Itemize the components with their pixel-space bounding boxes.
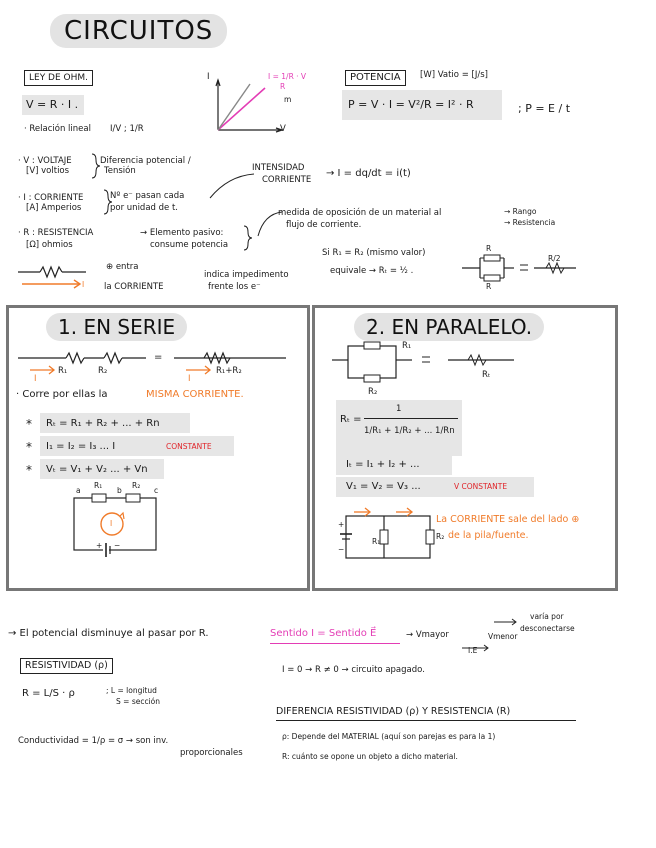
voltage-unit: [V] voltios: [26, 166, 70, 176]
paralelo-orange-note: La CORRIENTE sale del lado ⊕: [436, 514, 580, 525]
equal-r-text: Si R₁ = R₂ (mismo valor): [322, 248, 426, 258]
serie-node-c: c: [154, 486, 159, 495]
paralelo-frac-bar: [364, 418, 458, 419]
serie-node-r2: R₂: [132, 481, 141, 490]
impede-text2: frente los e⁻: [208, 282, 261, 292]
paralelo-c-r1: R₁: [372, 537, 381, 546]
serie-node-b: b: [117, 486, 122, 495]
resistance-desc: → Elemento pasivo:: [140, 228, 224, 238]
serie-note-highlight: MISMA CORRIENTE.: [146, 389, 244, 400]
equal-r-label2: R: [486, 282, 492, 291]
resistance-label: · R : RESISTENCIA: [18, 228, 94, 238]
voltage-label: · V : VOLTAJE: [18, 156, 72, 166]
paralelo-frac-den: 1/R₁ + 1/R₂ + ... 1/Rn: [364, 426, 455, 436]
sentido-note: Sentido I = Sentido E⃗: [270, 628, 377, 639]
graph-axis-v: V: [280, 124, 286, 134]
serie-formula-v: Vₜ = V₁ + V₂ ... + Vn: [46, 464, 148, 475]
serie-formula-i: I₁ = I₂ = I₃ ... I: [46, 441, 116, 452]
serie-r2: R₂: [98, 366, 108, 376]
varie-text2: desconectarse: [520, 624, 575, 633]
serie-constant: CONSTANTE: [166, 442, 212, 451]
paralelo-heading: 2. EN PARALELO.: [354, 313, 544, 341]
paralelo-r1: R₁: [402, 341, 412, 351]
resistance-unit: [Ω] ohmios: [26, 240, 73, 250]
voltage-desc2: Tensión: [104, 166, 136, 176]
paralelo-rt: Rₜ: [482, 370, 491, 380]
graph-equation: I = 1/R · V: [268, 72, 307, 81]
serie-heading: 1. EN SERIE: [46, 313, 187, 341]
short-circuit-note: I = 0 → R ≠ 0 → circuito apagado.: [282, 665, 425, 675]
equal-r-parallel: [460, 250, 580, 286]
intensity-formula: → I = dq/dt = i(t): [326, 168, 411, 179]
serie-star2: *: [26, 440, 32, 454]
paralelo-rt-label: Rₜ =: [340, 414, 362, 425]
current-unit: [A] Amperios: [26, 203, 82, 213]
ohm-relation: · Relación lineal: [24, 124, 91, 134]
serie-node-a: a: [76, 486, 81, 495]
resistivity-vars2: S = sección: [116, 697, 161, 706]
serie-plus: +: [96, 541, 103, 550]
graph-equation-r: R: [280, 82, 286, 91]
vmayor-vmenor-arrows: [460, 618, 520, 654]
serie-formula-rt: Rₜ = R₁ + R₂ + ... + Rn: [46, 418, 160, 429]
paralelo-frac-num: 1: [396, 404, 402, 414]
serie-node-r1: R₁: [94, 481, 103, 490]
voltage-desc: Diferencia potencial /: [100, 156, 191, 166]
paralelo-circuit-eq: [330, 340, 530, 390]
graph-slope-m: m: [284, 95, 292, 104]
page-title: CIRCUITOS: [50, 14, 227, 48]
resistivity-heading: RESISTIVIDAD (ρ): [20, 658, 113, 674]
resistivity-vars: ; L = longitud: [106, 686, 157, 695]
power-heading: POTENCIA: [345, 70, 406, 86]
current-desc2: por unidad de t.: [110, 203, 178, 213]
intensity-arrow: [208, 170, 258, 200]
impede-text: indica impedimento: [204, 270, 289, 280]
brace-marks: [88, 150, 258, 260]
paralelo-formula-v: V₁ = V₂ = V₃ ...: [346, 481, 421, 492]
resistor-current-i: I: [82, 280, 85, 289]
plus-enters: ⊕ entra: [106, 262, 139, 272]
ohm-relation-ratio: I/V ; 1/R: [110, 124, 144, 134]
paralelo-constant: V CONSTANTE: [454, 482, 508, 491]
vmenor: Vmenor: [488, 632, 518, 641]
serie-star1: *: [26, 417, 32, 431]
current-label: · I : CORRIENTE: [18, 193, 84, 203]
potential-note: → El potencial disminuye al pasar por R.: [8, 628, 209, 639]
current-desc: Nº e⁻ pasan cada: [110, 191, 185, 201]
measure-text: medida de oposición de un material al: [278, 208, 442, 218]
range-text: → Rango: [504, 207, 537, 216]
serie-note-prefix: · Corre por ellas la: [16, 389, 108, 400]
varie-text: varía por: [530, 612, 564, 621]
power-unit: [W] Vatio = [J/s]: [420, 70, 488, 80]
ohm-heading: LEY DE OHM.: [24, 70, 93, 86]
serie-i2: I: [188, 374, 191, 384]
measure-text2: flujo de corriente.: [286, 220, 362, 230]
range-text2: → Resistencia: [504, 218, 556, 227]
conductivity-note: Conductividad = 1/ρ = σ → son inv.: [18, 736, 169, 746]
equal-r-half: R/2: [548, 254, 561, 263]
serie-minus: −: [114, 541, 121, 550]
ohm-line-pink: [218, 88, 265, 130]
intensity-label: INTENSIDAD: [252, 163, 305, 173]
resistivity-formula: R = L/S · ρ: [22, 688, 75, 699]
power-formula: P = V · I = V²/R = I² · R: [348, 98, 474, 111]
conductivity-note2: proporcionales: [180, 748, 243, 758]
difference-heading: DIFERENCIA RESISTIVIDAD (ρ) Y RESISTENCIA (R): [276, 706, 511, 717]
graph-axis-i: I: [207, 72, 210, 82]
plus-enters2: la CORRIENTE: [104, 282, 164, 292]
sentido-underline: [270, 643, 400, 644]
equal-r-label: R: [486, 244, 492, 253]
paralelo-minus: −: [338, 545, 345, 554]
resistor-symbol: [16, 264, 96, 294]
paralelo-orange-note2: de la pila/fuente.: [448, 530, 529, 541]
resistance-desc2: consume potencia: [150, 240, 229, 250]
ohm-formula: V = R · I .: [26, 98, 79, 111]
difference-underline: [276, 720, 576, 721]
ie-label: I.E: [468, 646, 478, 655]
paralelo-loop-circuit: [340, 508, 440, 568]
paralelo-plus: +: [338, 520, 345, 529]
power-formula2: ; P = E / t: [518, 102, 571, 115]
serie-r1: R₁: [58, 366, 68, 376]
paralelo-formula-i: Iₜ = I₁ + I₂ + ...: [346, 459, 420, 470]
serie-star3: *: [26, 463, 32, 477]
serie-i1: I: [34, 374, 37, 384]
equal-r-text2: equivale → Rₜ = ½ .: [330, 266, 414, 276]
sentido-arrow: → Vmayor: [406, 630, 449, 640]
serie-rsum: R₁+R₂: [216, 366, 242, 376]
difference-r: R: cuánto se opone un objeto a dicho material.: [282, 752, 458, 761]
paralelo-r2: R₂: [368, 387, 378, 397]
paralelo-c-r2: R₂: [436, 532, 445, 541]
difference-rho: ρ: Depende del MATERIAL (aquí son parejas es para la 1): [282, 732, 496, 741]
ohm-line-grey: [218, 84, 250, 130]
serie-equals: =: [154, 352, 163, 363]
serie-loop-i: I: [110, 519, 113, 528]
intensity-label2: CORRIENTE: [262, 175, 312, 185]
